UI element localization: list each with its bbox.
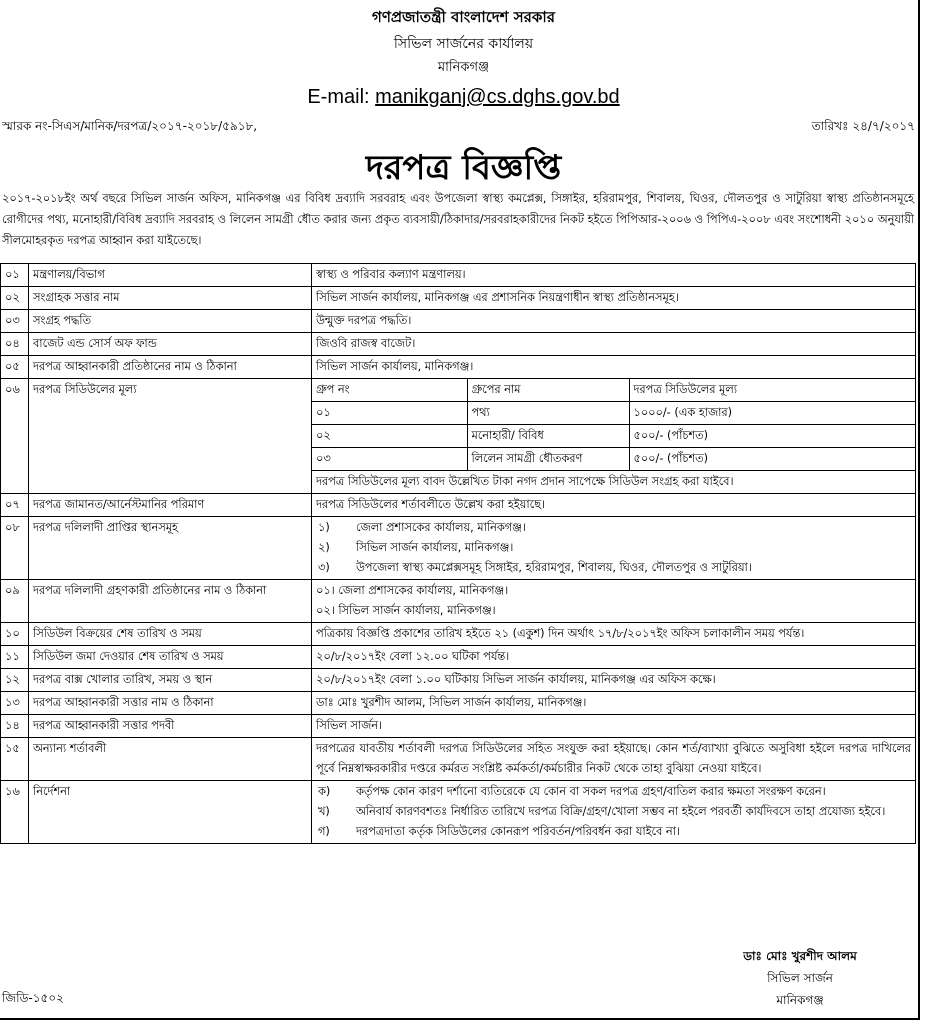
row-label: দরপত্র সিডিউলের মূল্য: [29, 379, 312, 494]
row-number: ১৪: [1, 715, 29, 738]
row-value: জিওবি রাজস্ব বাজেট।: [312, 333, 916, 356]
schedule-row: [312, 425, 915, 448]
table-row: [1, 356, 916, 379]
row-label: অন্যান্য শর্তাবলী: [29, 738, 312, 781]
row-number: ০৬: [1, 379, 29, 494]
item-marker: ১): [318, 521, 330, 534]
item-text: দরপত্রদাতা কর্তৃক সিডিউলের কোনরূপ পরিবর্তন/পরিবর্ধন করা যাইবে না।: [356, 825, 680, 838]
row-number: ০৪: [1, 333, 29, 356]
memo-number: স্মারক নং-সিএস/মানিক/দরপত্র/২০১৭-২০১৮/৫৯১৮,: [2, 119, 258, 133]
row-label: সংগ্রাহক সত্তার নাম: [29, 287, 312, 310]
schedule-note-row: [312, 471, 915, 494]
group-no: ০২: [312, 425, 467, 448]
row-value: [312, 580, 916, 623]
schedule-row: [312, 448, 915, 471]
group-no: ০৩: [312, 448, 467, 471]
item-text: অনিবার্য কারণবশতঃ নির্ধারিত তারিখে দরপত্র বিক্রি/গ্রহণ/খোলা সম্ভব না হইলে পরবর্তী কার্যদিবসে তাহা প্রযোজ্য হইবে।: [356, 805, 886, 818]
list-item: [316, 822, 911, 842]
schedule-price-table: [312, 379, 915, 493]
table-row: [1, 692, 916, 715]
row-value: পত্রিকায় বিজ্ঞপ্তি প্রকাশের তারিখ হইতে ২১ (একুশ) দিন অর্থাৎ ১৭/৮/২০১৭ইং অফিস চলাকালীন সময় পর্যন্ত।: [312, 623, 916, 646]
item-marker: ক): [318, 785, 331, 798]
table-row: [1, 781, 916, 844]
list-item: [316, 558, 754, 578]
email-label: E-mail:: [307, 86, 370, 108]
row-label: নির্দেশনা: [29, 781, 312, 844]
row-number: ১২: [1, 669, 29, 692]
gd-code: জিডি-১৫০২: [2, 991, 64, 1005]
govt-title: গণপ্রজাতন্ত্রী বাংলাদেশ সরকার: [372, 8, 555, 26]
row-number: ০৮: [1, 517, 29, 580]
group-name: পথ্য: [467, 402, 629, 425]
group-name: মনোহারী/ বিবিধ: [467, 425, 629, 448]
list-item: [316, 802, 911, 822]
signatory-designation: সিভিল সার্জন: [767, 971, 833, 985]
row-label: মন্ত্রণালয়/বিভাগ: [29, 264, 312, 287]
row-value: ২০/৮/২০১৭ইং বেলা ১.০০ ঘটিকায় সিভিল সার্জন কার্যালয়, মানিকগঞ্জ এর অফিস কক্ষে।: [312, 669, 916, 692]
row-value: সিভিল সার্জন কার্যালয়, মানিকগঞ্জ।: [312, 356, 916, 379]
table-row: [1, 646, 916, 669]
row-value: উন্মুক্ত দরপত্র পদ্ধতি।: [312, 310, 916, 333]
row-label: দরপত্র দলিলাদী গ্রহণকারী প্রতিষ্ঠানের নাম ও ঠিকানা: [29, 580, 312, 623]
row-number: ০৯: [1, 580, 29, 623]
intro-paragraph: ২০১৭-২০১৮ইং অর্থ বছরে সিভিল সার্জন অফিস, মানিকগঞ্জ এর বিবিধ দ্রব্যাদি সরবরাহ এবং উপজেলা স্বাস্থ্য কমপ্লেক্স, সিঙ্গাইর, হরিরামপুর, শিবালয়, ঘিওর, দৌলতপুর ও সাটুরিয়া স্বাস্থ্য প্রতিষ্ঠানসমূহে রোগীদের পথ্য, মনোহারী/বিবিধ দ্রব্যাদি সরবরাহ ও লিলেন সামগ্রী ধৌত করার জন্য প্রকৃত ব্যবসায়ী/ঠিকাদার/সরবরাহকারীদের নিকট হইতে পিপিআর-২০০৬ ও পিপিএ-২০০৮ এবং সংশোধনী ২০১০ অনুযায়ী সীলমোহরকৃত দরপত্র আহ্বান করা যাইতেছে।: [2, 192, 914, 247]
group-name-header: গ্রুপের নাম: [467, 379, 629, 402]
row-label: দরপত্র আহ্বানকারী সত্তার পদবী: [29, 715, 312, 738]
table-row-schedule: [1, 379, 916, 494]
row-number: ০৫: [1, 356, 29, 379]
row-label: দরপত্র আহ্বানকারী সত্তার নাম ও ঠিকানা: [29, 692, 312, 715]
instructions-list: [316, 782, 911, 842]
group-price: ৫০০/- (পাঁচশত): [629, 448, 915, 471]
row-label: দরপত্র দলিলাদী প্রাপ্তির স্থানসমূহ: [29, 517, 312, 580]
list-item: [316, 538, 754, 558]
notice-date: তারিখঃ ২৪/৭/২০১৭: [811, 119, 915, 133]
row-label: বাজেট এন্ড সোর্স অফ ফান্ড: [29, 333, 312, 356]
list-item: ০২। সিভিল সার্জন কার্যালয়, মানিকগঞ্জ।: [316, 604, 496, 617]
row-value: [312, 517, 916, 580]
item-marker: খ): [318, 805, 330, 818]
group-name: লিলেন সামগ্রী ধৌতকরণ: [467, 448, 629, 471]
row-value: ২০/৮/২০১৭ইং বেলা ১২.০০ ঘটিকা পর্যন্ত।: [312, 646, 916, 669]
office-name: সিভিল সার্জনের কার্যালয়: [393, 36, 534, 52]
row-value: দরপত্র সিডিউলের শর্তাবলীতে উল্লেখ করা হইয়াছে।: [312, 494, 916, 517]
group-no-header: গ্রুপ নং: [312, 379, 467, 402]
table-row: [1, 580, 916, 623]
item-text: জেলা প্রশাসকের কার্যালয়, মানিকগঞ্জ।: [356, 521, 526, 534]
schedule-row: [312, 402, 915, 425]
row-label: সংগ্রহ পদ্ধতি: [29, 310, 312, 333]
row-number: ১১: [1, 646, 29, 669]
table-row: [1, 738, 916, 781]
row-number: ০২: [1, 287, 29, 310]
row-value: দরপত্রের যাবতীয় শর্তাবলী দরপত্র সিডিউলের সহিত সংযুক্ত করা হইয়াছে। কোন শর্ত/ব্যাখ্যা বুঝিতে অসুবিধা হইলে দরপত্র দাখিলের পূর্বে নিম্নস্বাক্ষরকারীর দপ্তরে কর্মরত সংশ্লিষ্ট কর্মকর্তা/কর্মচারীর নিকট থেকে তাহা বুঝিয়া নেওয়া যাইবে।: [312, 738, 916, 781]
table-row: [1, 310, 916, 333]
table-row: [1, 264, 916, 287]
table-row: [1, 623, 916, 646]
row-number: ০১: [1, 264, 29, 287]
collection-places-list: [316, 518, 754, 578]
group-no: ০১: [312, 402, 467, 425]
row-value: স্বাস্থ্য ও পরিবার কল্যাণ মন্ত্রণালয়।: [312, 264, 916, 287]
email-line: [0, 86, 927, 109]
list-item: [316, 782, 911, 802]
tender-table: [0, 263, 916, 844]
row-number: ০৭: [1, 494, 29, 517]
table-row: [1, 494, 916, 517]
table-row: [1, 287, 916, 310]
price-header: দরপত্র সিডিউলের মূল্য: [629, 379, 915, 402]
row-label: দরপত্র বাক্স খোলার তারিখ, সময় ও স্থান: [29, 669, 312, 692]
item-text: কর্তৃপক্ষ কোন কারণ দর্শানো ব্যতিরেকে যে কোন বা সকল দরপত্র গ্রহণ/বাতিল করার ক্ষমতা সংরক্ষণ করেন।: [356, 785, 826, 798]
row-number: ০৩: [1, 310, 29, 333]
group-price: ৫০০/- (পাঁচশত): [629, 425, 915, 448]
signatory-place: মানিকগঞ্জ: [776, 993, 824, 1007]
district-name: মানিকগঞ্জ: [437, 60, 490, 75]
schedule-header-row: [312, 379, 915, 402]
list-item: [316, 518, 754, 538]
table-row: [1, 715, 916, 738]
schedule-note: দরপত্র সিডিউলের মূল্য বাবদ উল্লেখিত টাকা নগদ প্রদান সাপেক্ষে সিডিউল সংগ্রহ করা যাইবে।: [312, 471, 915, 494]
row-label: সিডিউল বিক্রয়ের শেষ তারিখ ও সময়: [29, 623, 312, 646]
table-row: [1, 333, 916, 356]
item-marker: গ): [318, 825, 330, 838]
page-title: দরপত্র বিজ্ঞপ্তি: [365, 148, 562, 188]
signatory-name: ডাঃ মোঃ খুরশীদ আলম: [743, 949, 857, 963]
table-row: [1, 517, 916, 580]
table-row: [1, 669, 916, 692]
item-text: উপজেলা স্বাস্থ্য কমপ্লেক্সসমূহ সিঙ্গাইর, হরিরামপুর, শিবালয়, ঘিওর, দৌলতপুর ও সাটুরিয়া।: [356, 561, 752, 574]
row-label: দরপত্র জামানত/আর্নেস্টমানির পরিমাণ: [29, 494, 312, 517]
row-value: ডাঃ মোঃ খুরশীদ আলম, সিভিল সার্জন কার্যালয়, মানিকগঞ্জ।: [312, 692, 916, 715]
row-value: সিভিল সার্জন।: [312, 715, 916, 738]
row-number: ১৬: [1, 781, 29, 844]
row-value: সিভিল সার্জন কার্যালয়, মানিকগঞ্জ এর প্রশাসনিক নিয়ন্ত্রণাধীন স্বাস্থ্য প্রতিষ্ঠানসমূহ।: [312, 287, 916, 310]
email-link[interactable]: manikganj@cs.dghs.gov.bd: [375, 86, 620, 108]
row-number: ১৫: [1, 738, 29, 781]
row-number: ১৩: [1, 692, 29, 715]
row-number: ১০: [1, 623, 29, 646]
group-price: ১০০০/- (এক হাজার): [629, 402, 915, 425]
row-label: দরপত্র আহ্বানকারী প্রতিষ্ঠানের নাম ও ঠিকানা: [29, 356, 312, 379]
row-label: সিডিউল জমা দেওয়ার শেষ তারিখ ও সময়: [29, 646, 312, 669]
item-text: সিভিল সার্জন কার্যালয়, মানিকগঞ্জ।: [356, 541, 514, 554]
row-value: [312, 781, 916, 844]
item-marker: ২): [318, 541, 330, 554]
list-item: ০১। জেলা প্রশাসকের কার্যালয়, মানিকগঞ্জ।: [316, 584, 509, 597]
item-marker: ৩): [318, 561, 330, 574]
schedule-cell: [312, 379, 916, 494]
